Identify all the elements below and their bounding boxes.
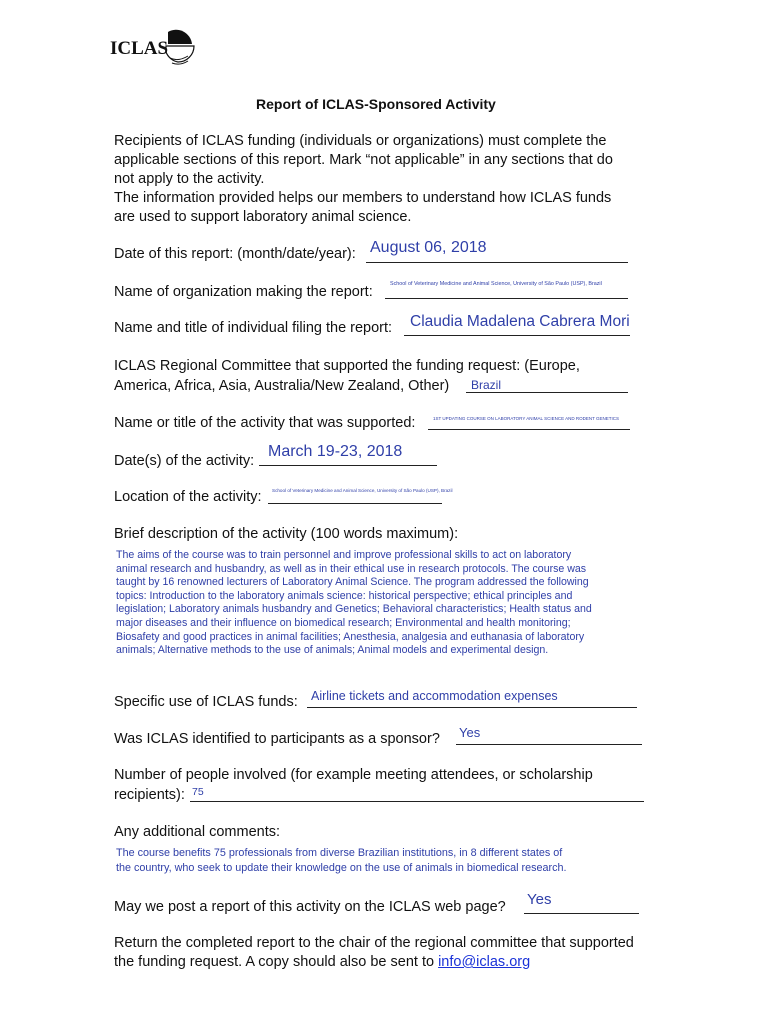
- people-label: Number of people involved (for example meeting attendees, or scholarship: [114, 767, 593, 783]
- funds-label: Specific use of ICLAS funds:: [114, 694, 298, 710]
- post-underline: [524, 913, 639, 914]
- post-field[interactable]: Yes: [527, 891, 552, 908]
- intro-line: applicable sections of this report. Mark “not applicable” in any sections that do: [114, 152, 613, 168]
- post-label: May we post a report of this activity on the ICLAS web page?: [114, 899, 506, 915]
- activity-field[interactable]: 1ST UPDATING COURSE ON LABORATORY ANIMAL SCIENCE AND RODENT GENETICS: [433, 416, 620, 421]
- page-title: Report of ICLAS-Sponsored Activity: [256, 96, 496, 112]
- dates-field[interactable]: March 19-23, 2018: [268, 443, 403, 460]
- location-underline: [268, 503, 442, 504]
- brief-line: animal research and husbandry, as well as in their ethical use in research protocols. The course was: [116, 562, 587, 575]
- org-label: Name of organization making the report:: [114, 284, 373, 300]
- dates-underline: [259, 465, 437, 466]
- brief-label: Brief description of the activity (100 words maximum):: [114, 526, 459, 542]
- people-label: recipients):: [114, 787, 185, 803]
- brief-line: The aims of the course was to train personnel and improve professional skills to act on laboratory: [116, 549, 572, 561]
- intro-paragraph: [114, 132, 674, 227]
- brief-line: Biosafety and good practices in animal facilities; Anesthesia, analgesia and euthanasia of laboratory: [116, 630, 585, 643]
- date-underline: [366, 262, 628, 263]
- intro-line: are used to support laboratory animal science.: [114, 209, 412, 225]
- individual-label: Name and title of individual filing the report:: [114, 320, 393, 336]
- brief-line: topics: Introduction to the laboratory animals science: historical perspective; ethical principles and: [116, 589, 573, 602]
- sponsor-underline: [456, 744, 642, 745]
- date-label: Date of this report: (month/date/year):: [114, 246, 356, 262]
- intro-line: Recipients of ICLAS funding (individuals or organizations) must complete the: [114, 133, 607, 149]
- activity-underline: [428, 429, 630, 430]
- sponsor-field[interactable]: Yes: [459, 725, 481, 740]
- dates-label: Date(s) of the activity:: [114, 453, 255, 469]
- intro-line: not apply to the activity.: [114, 171, 265, 187]
- brief-description[interactable]: [116, 549, 646, 658]
- committee-field[interactable]: Brazil: [471, 378, 502, 392]
- iclas-logo: [108, 22, 198, 70]
- date-field[interactable]: August 06, 2018: [370, 239, 487, 256]
- location-field[interactable]: School of Veterinary Medicine and Animal Science, University of São Paulo (USP), Brazil: [272, 488, 453, 493]
- email-link[interactable]: info@iclas.org: [438, 954, 531, 970]
- funds-field[interactable]: Airline tickets and accommodation expenses: [311, 689, 558, 703]
- committee-label: America, Africa, Asia, Australia/New Zealand, Other): [114, 378, 450, 394]
- brief-line: major diseases and their influence on biomedical research; Environmental and health monitoring;: [116, 616, 571, 629]
- footer-text: the funding request. A copy should also be sent to: [114, 954, 435, 970]
- brief-line: legislation; Laboratory animals husbandry and Genetics; Behavioral characteristics; Health status and: [116, 603, 592, 616]
- people-underline: [190, 801, 644, 802]
- people-field[interactable]: 75: [192, 786, 204, 798]
- sponsor-label: Was ICLAS identified to participants as a sponsor?: [114, 731, 440, 747]
- comments-label: Any additional comments:: [114, 824, 281, 840]
- logo-text: ICLAS: [110, 38, 169, 59]
- comments-field[interactable]: [116, 846, 646, 876]
- individual-underline: [404, 335, 630, 336]
- footer-line: [114, 953, 530, 972]
- intro-line: The information provided helps our members to understand how ICLAS funds: [114, 190, 612, 206]
- location-label: Location of the activity:: [114, 489, 262, 505]
- committee-underline: [466, 392, 628, 393]
- brief-line: taught by 16 renowned lecturers of Laboratory Animal Science. The program addressed the following: [116, 576, 589, 589]
- activity-label: Name or title of the activity that was supported:: [114, 415, 416, 431]
- committee-label: ICLAS Regional Committee that supported the funding request: (Europe,: [114, 358, 580, 374]
- individual-field[interactable]: Claudia Madalena Cabrera Mori: [410, 313, 630, 330]
- funds-underline: [307, 707, 637, 708]
- brief-line: animals; Alternative methods to the use of animals; Animal models and experimental design.: [116, 644, 549, 657]
- footer-line: Return the completed report to the chair of the regional committee that supported: [114, 935, 634, 951]
- org-field[interactable]: School of Veterinary Medicine and Animal Science, University of São Paulo (USP), Brazil: [390, 281, 602, 287]
- comments-line: the country, who seek to update their knowledge on the use of animals in biomedical research.: [116, 862, 567, 874]
- org-underline: [385, 298, 628, 299]
- comments-line: The course benefits 75 professionals from diverse Brazilian institutions, in 8 different states of: [116, 847, 563, 859]
- logo-graphic: [108, 22, 198, 70]
